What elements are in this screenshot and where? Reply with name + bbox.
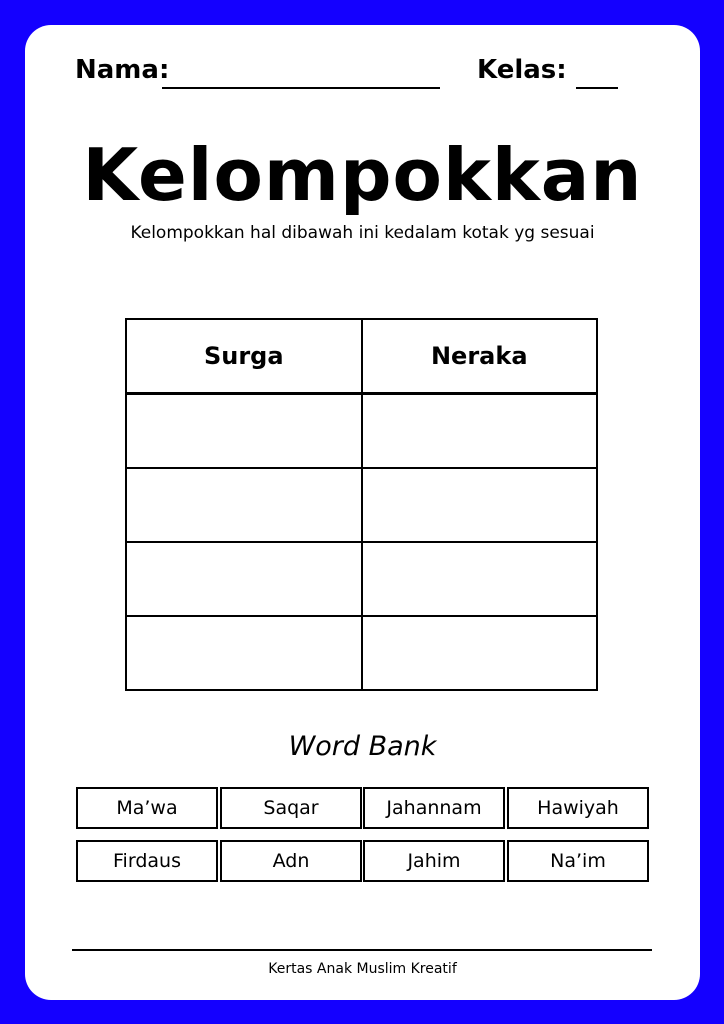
table-row xyxy=(126,468,597,542)
footer-divider xyxy=(72,949,652,951)
class-blank-line[interactable] xyxy=(576,87,618,89)
answer-cell[interactable] xyxy=(126,468,362,542)
table-row xyxy=(126,394,597,469)
worksheet-page xyxy=(25,25,700,1000)
page-title: Kelompokkan xyxy=(82,133,643,217)
word-card[interactable]: Saqar xyxy=(220,787,362,829)
answer-cell[interactable] xyxy=(362,616,598,690)
word-card[interactable]: Adn xyxy=(220,840,362,882)
name-label: Nama: xyxy=(75,55,170,85)
word-card[interactable]: Jahim xyxy=(363,840,505,882)
table-row xyxy=(126,542,597,616)
answer-cell[interactable] xyxy=(126,616,362,690)
column-header-surga: Surga xyxy=(126,319,362,394)
word-card[interactable]: Hawiyah xyxy=(507,787,649,829)
answer-cell[interactable] xyxy=(362,468,598,542)
column-header-neraka: Neraka xyxy=(362,319,598,394)
word-bank-title: Word Bank xyxy=(288,731,437,762)
word-card[interactable]: Jahannam xyxy=(363,787,505,829)
name-blank-line[interactable] xyxy=(162,87,440,89)
answer-cell[interactable] xyxy=(362,542,598,616)
answer-cell[interactable] xyxy=(126,542,362,616)
answer-cell[interactable] xyxy=(362,394,598,469)
instruction-text: Kelompokkan hal dibawah ini kedalam kotak yg sesuai xyxy=(130,223,595,243)
word-card[interactable]: Firdaus xyxy=(76,840,218,882)
class-label: Kelas: xyxy=(477,55,567,85)
footer-text: Kertas Anak Muslim Kreatif xyxy=(268,961,457,977)
sorting-table xyxy=(125,318,598,691)
table-row xyxy=(126,616,597,690)
answer-cell[interactable] xyxy=(126,394,362,469)
word-card[interactable]: Ma’wa xyxy=(76,787,218,829)
word-card[interactable]: Na’im xyxy=(507,840,649,882)
